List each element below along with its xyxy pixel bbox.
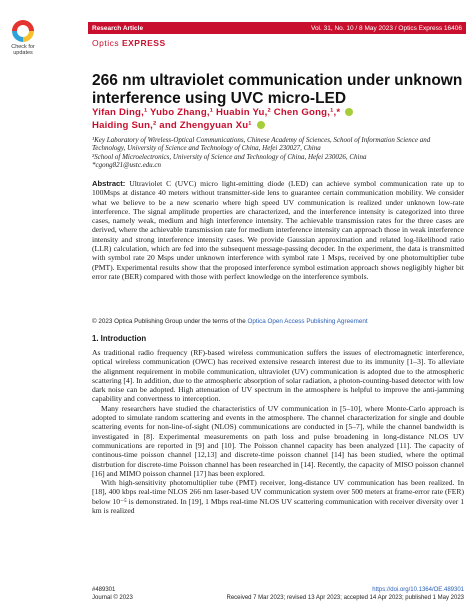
page-footer bbox=[92, 586, 464, 602]
paragraph: Many researchers have studied the characteristics of UV communication in [5–10], where Monte-Carlo approach is adopted to simulate random scattering and events in the atmosphere. The channel characterization for single and double scattering events for non-line-of-sight (NLOS) communications are conducted in [5–7], while the channel bandwidth is investigated in [8]. Experimental measurements on path loss and pulse broadening in long-distance NLOS UV communications are reported in [9] and [10]. The Poisson channel capacity has been analyzed [11]. The capacity of continous-time poisson channel [12,13] and discrete-time poisson channel [14] has been studied, where the optimal distrbution for discrete-time Poisson channel has been researched in [14]. Recently, the capacity of MISO poisson channel [16] and MIMO poisson channel [17] has been explored. bbox=[92, 403, 464, 478]
affiliations bbox=[92, 136, 464, 170]
footer-dates: Received 7 Mar 2023; revised 13 Apr 2023; accepted 14 Apr 2023; published 1 May 2023 bbox=[226, 595, 464, 601]
author-line-1: Yifan Ding,¹ Yubo Zhang,¹ Huabin Yu,² Chen Gong,¹,* bbox=[92, 107, 341, 118]
abstract-label: Abstract: bbox=[92, 179, 126, 188]
section-heading: 1. Introduction bbox=[92, 334, 147, 343]
footer-journal: Journal © 2023 bbox=[92, 595, 133, 601]
article-type: Research Article bbox=[92, 24, 144, 32]
journal-header-bar bbox=[88, 22, 466, 34]
crossmark-caption: Check for updates bbox=[11, 44, 35, 56]
abstract-text: Ultraviolet C (UVC) micro light-emitting diode (LED) can achieve symbol communication rate up to 100Msps at distance 40 meters without transmitter-side lens to guarantee certain communication mobility. We consider what we believe to be a new scenario where high speed UV communication is realized under unknown low-rate interference. The signal amplitude properties are characterized, and the interference intensity is categorized into three cases, namely weak, medium and high interference intensity. The achievable transmission rates for the three cases are derived, where the achievable transmission rate for medium interference intensity can approach those in weak interference intensity and strong interference intensity cases. We provide Gaussian approximation and related log-likelihood ratio (LLR) calculation, which are fed into the subsequent message-passing decoder. In the experiment, the data is transmitted with symbol rate 20 Msps under unknown interference with symbol rate 1 Msps, received by one photomultiplier tube (PMT). Experimental results show that the proposed interference symbol estimation approach shows negligibly higher bit error rate (BER) compared with those with perfect knowledge on the interference symbols. bbox=[92, 179, 464, 281]
paragraph: With high-sensitivity photomultiplier tube (PMT) receiver, long-distance UV communication has been realized. In [18], 400 kbps real-time NLOS 266 nm laser-based UV communication system over 500 meters at frame-error rate (FER) below 10⁻⁵ is demonstrated. In [19], 1 Mbps real-time NLOS UV scattering communication with receiver diversity over 1 km is realized bbox=[92, 478, 464, 516]
affiliation-2: ²School of Microelectronics, University of Science and Technology of China, Hefei 230026, China bbox=[92, 152, 367, 161]
check-for-updates-badge[interactable] bbox=[8, 20, 38, 56]
orcid-icon[interactable] bbox=[257, 121, 265, 129]
crossmark-icon bbox=[12, 20, 34, 42]
author-line-2: Haiding Sun,² and Zhengyuan Xu¹ bbox=[92, 120, 252, 131]
footer-article-id: #489301 bbox=[92, 587, 116, 593]
corresponding-email[interactable]: *cgong821@ustc.edu.cn bbox=[92, 161, 162, 170]
affiliation-1: ¹Key Laboratory of Wireless-Optical Communications, Chinese Academy of Sciences, School of Information Science and Technology, University of Science and Technology of China, Hefei 230027, China bbox=[92, 136, 431, 153]
author-list bbox=[92, 106, 464, 132]
license-link[interactable]: Optica Open Access Publishing Agreement bbox=[247, 318, 368, 325]
license-text: © 2023 Optica Publishing Group under the terms of the bbox=[92, 318, 248, 325]
citation: Vol. 31, No. 10 / 8 May 2023 / Optics Express 16406 bbox=[310, 24, 462, 32]
journal-name-b: EXPRESS bbox=[121, 38, 166, 48]
license-line bbox=[92, 318, 464, 325]
article-title: 266 nm ultraviolet communication under unknown interference using UVC micro-LED bbox=[92, 72, 463, 107]
abstract bbox=[92, 179, 464, 281]
doi-link[interactable]: https://doi.org/10.1364/OE.489301 bbox=[372, 587, 464, 593]
paragraph: As traditional radio frequency (RF)-based wireless communication suffers the issues of electromagnetic interference, optical wireless communication (OWC) has received extensive research interest due to its immunity [1–3]. To alleviate the alignment requirement in mobile communication, ultraviolet (UV) communication is adopted due to the atmospheric scattering [4]. In addition, due to the atmospheric absorption of solar radiation, a photon-counting-based detector with low dark noise can be adopted. High attenuation of UV spectrum in the atmosphere is helpful to improve the anti-jamming capability and convertness to interception. bbox=[92, 348, 464, 404]
journal-logo bbox=[92, 38, 166, 48]
journal-name-a: Optics bbox=[92, 38, 120, 48]
orcid-icon[interactable] bbox=[345, 108, 353, 116]
body-text bbox=[92, 348, 464, 515]
